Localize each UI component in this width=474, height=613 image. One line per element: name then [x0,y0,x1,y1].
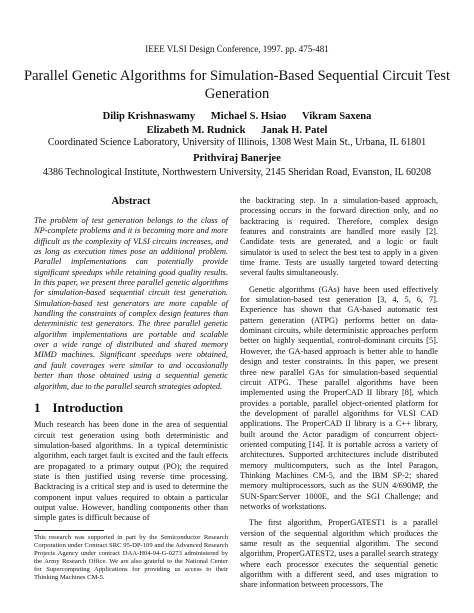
affiliation-1: Coordinated Science Laboratory, University of Illinois, 1308 West Main St., Urbana, IL 61801 [47,137,427,148]
left-column [34,196,228,582]
author-list [0,110,474,138]
author-line-1: Dilip Krishnaswamy Michael S. Hsiao Vikram Saxena [102,111,372,122]
footnote: This research was supported in part by the Semiconductor Research Corporation under Contract SRC 95-DP-109 and the Advanced Research Projects Agency under contract DAA-H04-94-G-0273 administered by the Army Research Office. We are also grateful to the National Center for Supercomputing Applications for providing us access to their Thinking Machines CM-5. [34,533,228,581]
right-paragraph-3: The first algorithm, ProperGATEST1 is a parallel version of the sequential algorithm which produces the same result as the sequential algorithm. The second algorithm, ProperGATEST2, uses a parallel search strategy where each processor executes the sequential genetic algorithm with a different seed, and uses migration to share information between processors. The [240,518,438,590]
running-header: IEEE VLSI Design Conference, 1997. pp. 475-481 [145,44,329,54]
section-number: 1 [34,399,41,415]
affiliation-2: 4386 Technological Institute, Northwestern University, 2145 Sheridan Road, Evanston, IL 60208 [42,167,432,178]
right-column [240,196,438,591]
paper-title: Parallel Genetic Algorithms for Simulation-Based Sequential Circuit Test Generation [24,68,450,102]
author-banerjee: Prithviraj Banerjee [193,153,281,164]
abstract-heading: Abstract [111,196,151,207]
introduction-paragraph: Much research has been done in the area of sequential circuit test generation using both deterministic and simulation-based algorithms. In a typical deterministic algorithm, each target fault is excited and the fault effects are propagated to a primary output (PO); the required state is then justified using reverse time processing. Backtracing is a critical step and is used to determine the component input values required to obtain a particular output value. However, handling components other than simple gates is difficult because of [34,420,228,523]
section-title: Introduction [52,399,124,415]
right-paragraph-1: the backtracing step. In a simulation-based approach, processing occurs in the forward direction only, and no backtracing is required. Therefore, complex design features and constraints are handled more easily [2]. Candidate tests are generated, and a logic or fault simulator is used to select the best test to apply in a given time frame. Tests are usually targeted toward detecting several faults simultaneously. [240,196,438,278]
author-line-2: Elizabeth M. Rudnick Janak H. Patel [146,125,328,136]
footnote-rule [34,530,104,531]
section-heading-introduction [34,399,228,415]
abstract-body: The problem of test generation belongs to the class of NP-complete problems and it is becoming more and more difficult as the complexity of VLSI circuits increases, and as long as execution times pose an additional problem. Parallel implementations can potentially provide significant speedups while retaining good quality results. In this paper, we present three parallel genetic algorithms for simulation-based sequential circuit test generation. Simulation-based test generators are more capable of handling the constraints of complex design features than deterministic test generators. The three parallel genetic algorithm implementations are portable and scalable over a wide range of distributed and shared memory MIMD machines. Significant speedups were obtained, and fault coverages were similar to and occasionally better than those obtained using a sequential genetic algorithm, due to the parallel search strategies adopted. [34,216,228,391]
right-paragraph-2: Genetic algorithms (GAs) have been used effectively for simulation-based test generation [3, 4, 5, 6, 7]. Experience has shown that GA-based automatic test pattern generation (ATPG) performs better on data-dominant circuits, while deterministic approaches perform better on highly sequential, control-dominant circuits [5]. However, the GA-based approach is better able to handle design and tester constraints. In this paper, we present three new parallel GAs for simulation-based sequential circuit ATPG. These parallel algorithms have been implemented using the ProperCAD II library [8], which provides a portable, parallel object-oriented platform for the development of parallel algorithms for VLSI CAD applications. The ProperCAD II library is a C++ library, built around the Actor paradigm of concurrent object-oriented computing [14]. It is portable across a variety of architectures. Supported architectures include distributed memory multicomputers, such as the Intel Paragon, Thinking Machines CM-5, and the IBM SP-2; shared memory multiprocessors, such as the SUN 4/690MP, the SUN-SparcServer 1000E, and the SGI Challenge; and networks of workstations. [240,284,438,511]
